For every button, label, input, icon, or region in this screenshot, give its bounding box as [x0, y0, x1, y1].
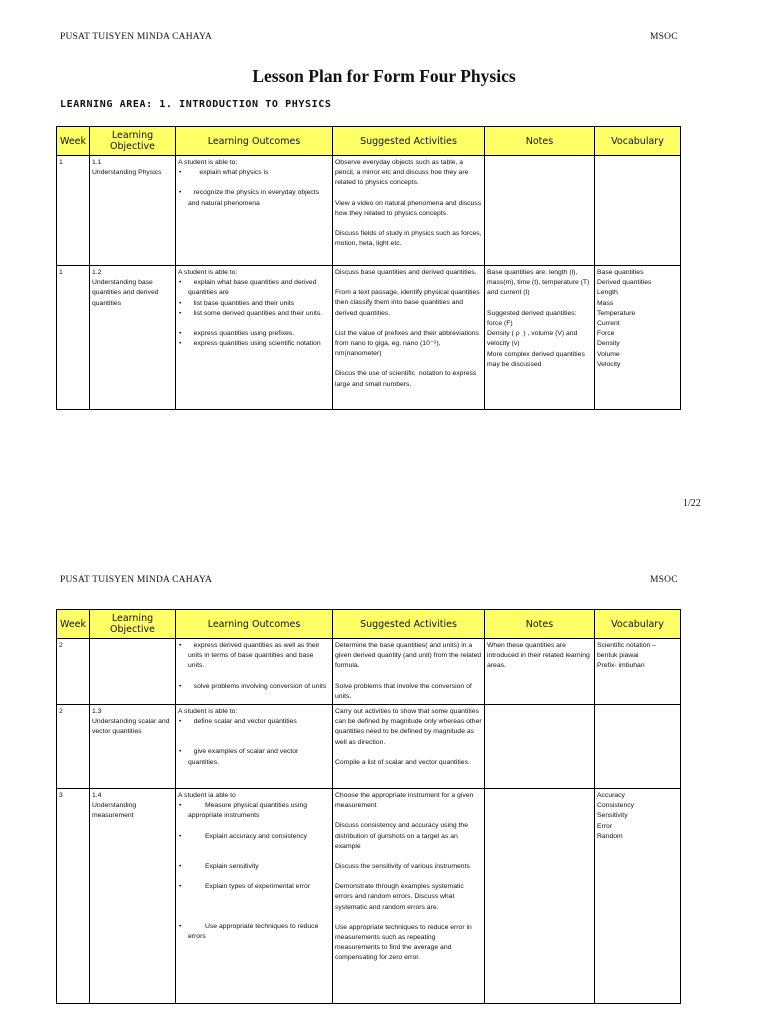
- outcome-item: • Measure physical quantities using appropriate instruments: [178, 801, 330, 821]
- notes-cell: [485, 789, 595, 1004]
- spacer: [335, 189, 482, 199]
- week-cell: 2: [57, 705, 90, 789]
- header-right-page2: MSOC: [650, 575, 678, 585]
- spacer: [178, 902, 330, 912]
- activity-text: Compile a list of scalar and vector quantities.: [335, 758, 470, 766]
- outcome-list: [178, 278, 330, 349]
- spacer: [178, 872, 330, 882]
- activities-cell: [333, 789, 485, 1004]
- outcomes-intro: A student is able to:: [178, 708, 238, 716]
- activity-text: Carry out activities to show that some quantities can be defined by magnitude only whereas other quantities need to be defined by magnitude as well as direction.: [335, 708, 484, 746]
- objective-cell: [90, 156, 176, 266]
- outcomes-cell: [176, 705, 333, 789]
- objective-cell: [90, 705, 176, 789]
- vocabulary-cell: [595, 705, 681, 789]
- activity-text: Use appropriate techniques to reduce error in measurements such as repeating measurements to find the average and compensating for zero error.: [335, 923, 474, 962]
- spacer: [335, 219, 482, 229]
- outcome-list: [178, 801, 330, 942]
- spacer: [178, 912, 330, 922]
- outcome-item: • give examples of scalar and vector quantities.: [178, 747, 330, 767]
- activity-text: Choose the appropriate instrument for a given measurement: [335, 792, 476, 810]
- column-header: Notes: [485, 610, 595, 639]
- outcome-item: • list some derived quantities and their units.: [178, 309, 330, 319]
- outcome-item: • express quantities using scientific notation: [178, 339, 330, 349]
- lesson-table-1: [56, 126, 681, 410]
- outcome-list: [178, 168, 330, 209]
- table-row: [57, 789, 681, 1004]
- activity-text: View a video on natural phenomena and discuss how they related to physics concepts.: [335, 199, 483, 217]
- vocabulary-text: Base quantities Derived quantities Length Mass Temperature Current Force Density Volume Velocity: [597, 269, 652, 368]
- outcome-item: • list base quantities and their units: [178, 299, 330, 309]
- spacer: [335, 278, 482, 288]
- spacer: [335, 748, 482, 758]
- spacer: [178, 842, 330, 852]
- page-number: 1/22: [683, 498, 701, 509]
- spacer: [335, 913, 482, 923]
- learning-area: LEARNING AREA: 1. INTRODUCTION TO PHYSICS: [60, 99, 332, 110]
- vocabulary-cell: [595, 639, 681, 705]
- outcome-item: • solve problems involving conversion of units: [178, 682, 330, 692]
- activity-text: Observe everyday objects such as table, a pencil, a mirror etc and discuss hoe they are related to physics concepts.: [335, 159, 471, 187]
- column-header: Learning Objective: [90, 610, 176, 639]
- outcome-item: • define scalar and vector quantities: [178, 717, 330, 727]
- column-header: Week: [57, 127, 90, 156]
- notes-cell: [485, 705, 595, 789]
- column-header: Suggested Activities: [333, 610, 485, 639]
- notes-text: When these quantities are introduced in their related learning areas.: [487, 642, 592, 670]
- column-header: Vocabulary: [595, 127, 681, 156]
- spacer: [335, 672, 482, 682]
- spacer: [335, 359, 482, 369]
- column-header: Suggested Activities: [333, 127, 485, 156]
- outcomes-intro: A student is able to:: [178, 269, 238, 276]
- outcomes-intro: A student is able to:: [178, 159, 238, 166]
- lesson-table-2: [56, 609, 681, 1004]
- objective-cell: [90, 789, 176, 1004]
- spacer: [178, 822, 330, 832]
- activities-cell: [333, 266, 485, 410]
- spacer: [178, 852, 330, 862]
- column-header: Vocabulary: [595, 610, 681, 639]
- spacer: [178, 727, 330, 737]
- objective-cell: [90, 266, 176, 410]
- activity-text: Determine the base quantities( and units) in a given derived quantity (and unit) from the related formula.: [335, 642, 484, 670]
- activity-text: Discuss base quantities and derived quantities.: [335, 269, 477, 276]
- activity-text: Solve problems that involve the conversion of units.: [335, 682, 474, 700]
- vocabulary-cell: [595, 266, 681, 410]
- outcome-item: • express quantities using prefixes.: [178, 329, 330, 339]
- objective-text: 1.3 Understanding scalar and vector quantities: [92, 708, 170, 736]
- column-header: Week: [57, 610, 90, 639]
- objective-text: 1.1 Understanding Physics: [92, 159, 162, 177]
- activity-text: Discuss the sensitivity of various instruments: [335, 863, 470, 871]
- outcomes-cell: [176, 156, 333, 266]
- activities-cell: [333, 156, 485, 266]
- table-row: [57, 156, 681, 266]
- outcome-item: • Explain accuracy and consistency: [178, 832, 330, 842]
- week-cell: 1: [57, 266, 90, 410]
- header-right: MSOC: [650, 32, 678, 42]
- activity-text: Discuss consistency and accuracy using the distribution of gunshots on a target as an example: [335, 822, 470, 850]
- outcome-item: • explain what physics is: [178, 168, 330, 178]
- outcome-item: • express derived quantities as well as their units in terms of base quantities and base units.: [178, 641, 330, 672]
- activity-text: From a text passage, identify physical quantities then classify them into base quantities and derived quantities.: [335, 289, 482, 317]
- spacer: [335, 852, 482, 862]
- vocabulary-cell: [595, 789, 681, 1004]
- outcome-list: [178, 717, 330, 768]
- header-left-page2: PUSAT TUISYEN MINDA CAHAYA: [60, 575, 213, 585]
- outcome-item: • Explain sensitivity: [178, 862, 330, 872]
- activity-text: Discus the use of scientific notation to express large and small numbers.: [335, 370, 479, 388]
- header-left: PUSAT TUISYEN MINDA CAHAYA: [60, 32, 213, 42]
- notes-cell: [485, 156, 595, 266]
- outcome-item: • Use appropriate techniques to reduce errors: [178, 922, 330, 942]
- vocabulary-text: Scientific notation – bentuk piawai Prefix- imbuhan: [597, 642, 656, 670]
- activity-text: Demonstrate through examples systematic errors and random errors. Discuss what systematic and random errors are.: [335, 883, 466, 911]
- notes-cell: [485, 639, 595, 705]
- vocabulary-cell: [595, 156, 681, 266]
- outcome-list: [178, 641, 330, 692]
- week-cell: 2: [57, 639, 90, 705]
- outcomes-intro: A student ia able to: [178, 792, 236, 800]
- table-header-row: [57, 610, 681, 639]
- column-header: Learning Outcomes: [176, 127, 333, 156]
- column-header: Learning Outcomes: [176, 610, 333, 639]
- outcome-item: • explain what base quantities and derived quantities are: [178, 278, 330, 298]
- week-cell: 3: [57, 789, 90, 1004]
- table-row: [57, 639, 681, 705]
- table-header-row: [57, 127, 681, 156]
- outcome-item: • Explain types of experimental error: [178, 882, 330, 892]
- spacer: [178, 178, 330, 188]
- spacer: [178, 672, 330, 682]
- objective-text: 1.2 Understanding base quantities and derived quantities: [92, 269, 159, 307]
- objective-text: 1.4 Understanding measurement: [92, 792, 137, 820]
- spacer: [335, 872, 482, 882]
- outcomes-cell: [176, 266, 333, 410]
- spacer: [335, 319, 482, 329]
- activities-cell: [333, 705, 485, 789]
- activity-text: Discuss fields of study in physics such as forces, motion, heta, light etc.: [335, 230, 484, 248]
- notes-text: Base quantities are: length (l), mass(m), time (t), temperature (T) and current (I) Suggested derived quantities: force (F) Density ( ρ ) , volume (V) and velocity (v) More complex derived quantities may be discussed: [487, 269, 590, 368]
- activity-text: List the value of prefixes and their abbreviations from nano to giga, eg. nano (10⁻⁹), nm(nanometer): [335, 329, 483, 358]
- spacer: [335, 811, 482, 821]
- outcomes-cell: [176, 789, 333, 1004]
- week-cell: 1: [57, 156, 90, 266]
- vocabulary-text: Accuracy Consistency Sensitivity Error Random: [597, 792, 635, 840]
- table-row: [57, 266, 681, 410]
- column-header: Learning Objective: [90, 127, 176, 156]
- spacer: [178, 737, 330, 747]
- objective-cell: [90, 639, 176, 705]
- outcomes-cell: [176, 639, 333, 705]
- notes-cell: [485, 266, 595, 410]
- page-title: Lesson Plan for Form Four Physics: [252, 66, 516, 86]
- activities-cell: [333, 639, 485, 705]
- spacer: [178, 892, 330, 902]
- outcome-item: • recognize the physics in everyday objects and natural phenomena: [178, 188, 330, 208]
- table-row: [57, 705, 681, 789]
- spacer: [178, 319, 330, 329]
- column-header: Notes: [485, 127, 595, 156]
